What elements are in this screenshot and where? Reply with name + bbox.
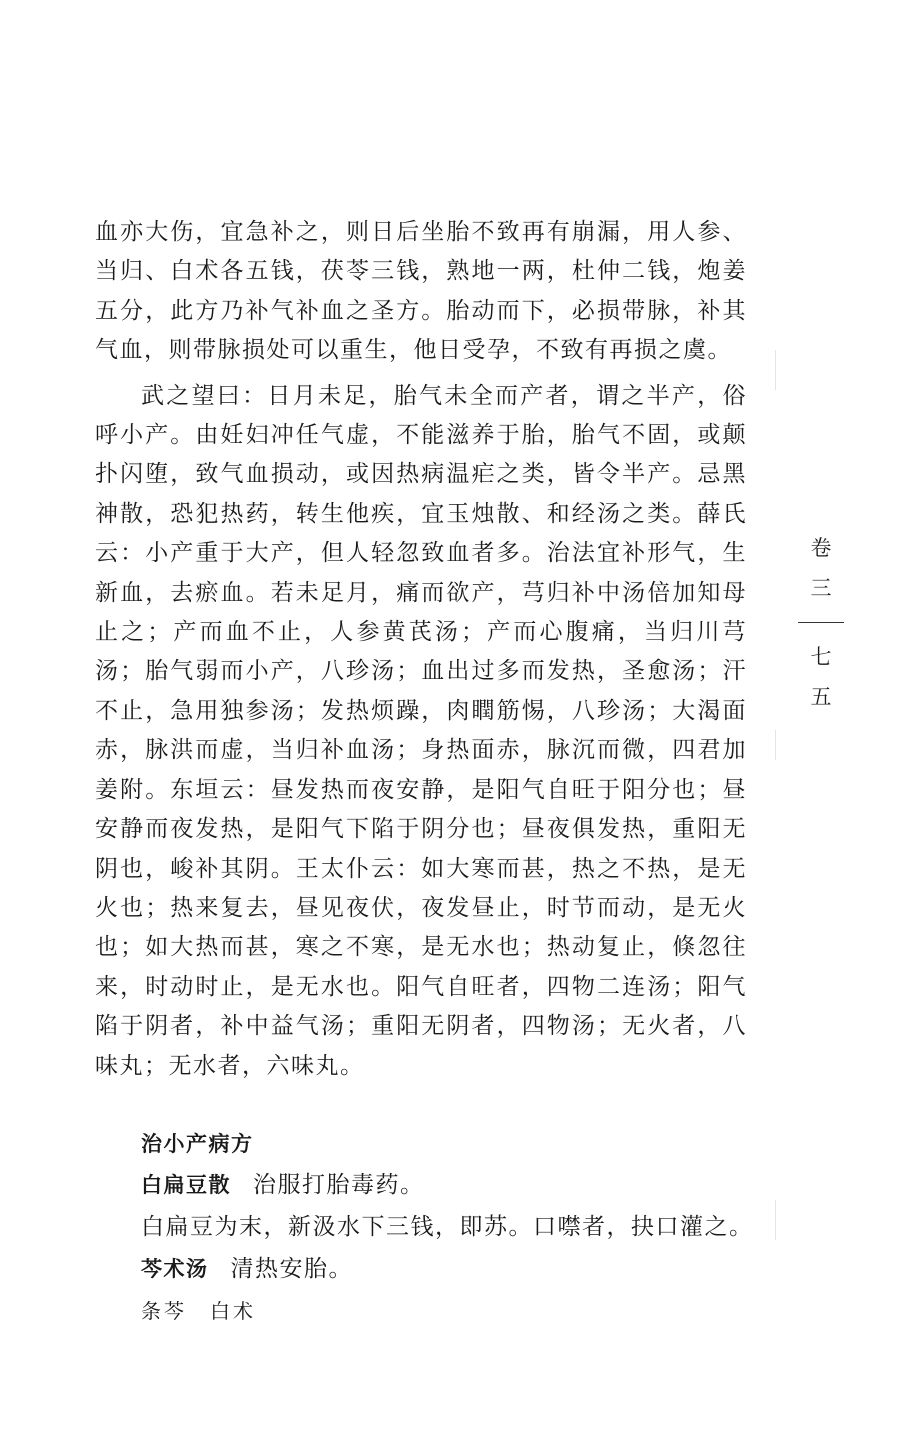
page-number-units: 五 — [810, 685, 832, 709]
page-edge-line — [775, 1200, 776, 1240]
main-text — [95, 213, 754, 1332]
paragraph-continuation: 血亦大伤，宜急补之，则日后坐胎不致再有崩漏，用人参、当归、白术各五钱，茯苓三钱，熟地一两，杜仲二钱，炮姜五分，此方乃补气补血之圣方。胎动而下，必损带脉，补其气血，则带脉损处可以重生，他日受孕，不致有再损之虞。 — [95, 219, 747, 364]
recipe-name: 芩术汤 — [141, 1256, 209, 1281]
section-title: 治小产病方 — [141, 1131, 254, 1156]
recipe-method: 白扁豆为末，新汲水下三钱，即苏。口噤者，抉口灌之。 — [141, 1213, 754, 1240]
volume-number: 三 — [810, 576, 832, 600]
page-number-tens: 七 — [810, 645, 832, 669]
recipe-ingredients: 条芩 白术 — [141, 1298, 256, 1323]
recipe-heading — [141, 1164, 747, 1206]
recipe-section — [95, 1124, 754, 1332]
recipe-indication: 清热安胎。 — [230, 1255, 353, 1282]
paragraph-wu-zhiwang: 武之望曰：日月未足，胎气未全而产者，谓之半产，俗呼小产。由妊妇冲任气虚，不能滋养于胎，胎气不固，或颠扑闪堕，致气血损动，或因热病温疟之类，皆令半产。忌黑神散，恐犯热药，转生他疾，宜玉烛散、和经汤之类。薛氏云：小产重于大产，但人轻忽致血者多。治法宜补形气，生新血，去瘀血。若未足月，痛而欲产，芎归补中汤倍加知母止之；产而血不止，人参黄芪汤；产而心腹痛，当归川芎汤；胎气弱而小产，八珍汤；血出过多而发热，圣愈汤；汗不止，急用独参汤；发热烦躁，肉瞤筋惕，八珍汤；大渴面赤，脉洪而虚，当归补血汤；身热面赤，脉沉而微，四君加姜附。东垣云：昼发热而夜安静，是阳气自旺于阳分也；昼安静而夜发热，是阳气下陷于阴分也；昼夜俱发热，重阳无阴也，峻补其阴。王太仆云：如大寒而甚，热之不热，是无火也；热来复去，昼见夜伏，夜发昼止，时节而动，是无火也；如大热而甚，寒之不寒，是无水也；热动复止，倏忽往来，时动时止，是无水也。阳气自旺者，四物二连汤；阳气陷于阴者，补中益气汤；重阳无阴者，四物汤；无火者，八味丸；无水者，六味丸。 — [95, 382, 747, 1079]
recipe-name: 白扁豆散 — [141, 1172, 231, 1197]
recipe-indication: 治服打胎毒药。 — [253, 1171, 425, 1198]
page-edge-line — [775, 730, 776, 760]
running-header — [798, 528, 844, 717]
volume-label: 卷 — [810, 536, 832, 560]
header-divider — [798, 622, 844, 623]
page-edge-line — [775, 350, 776, 390]
recipe-heading — [141, 1248, 747, 1290]
